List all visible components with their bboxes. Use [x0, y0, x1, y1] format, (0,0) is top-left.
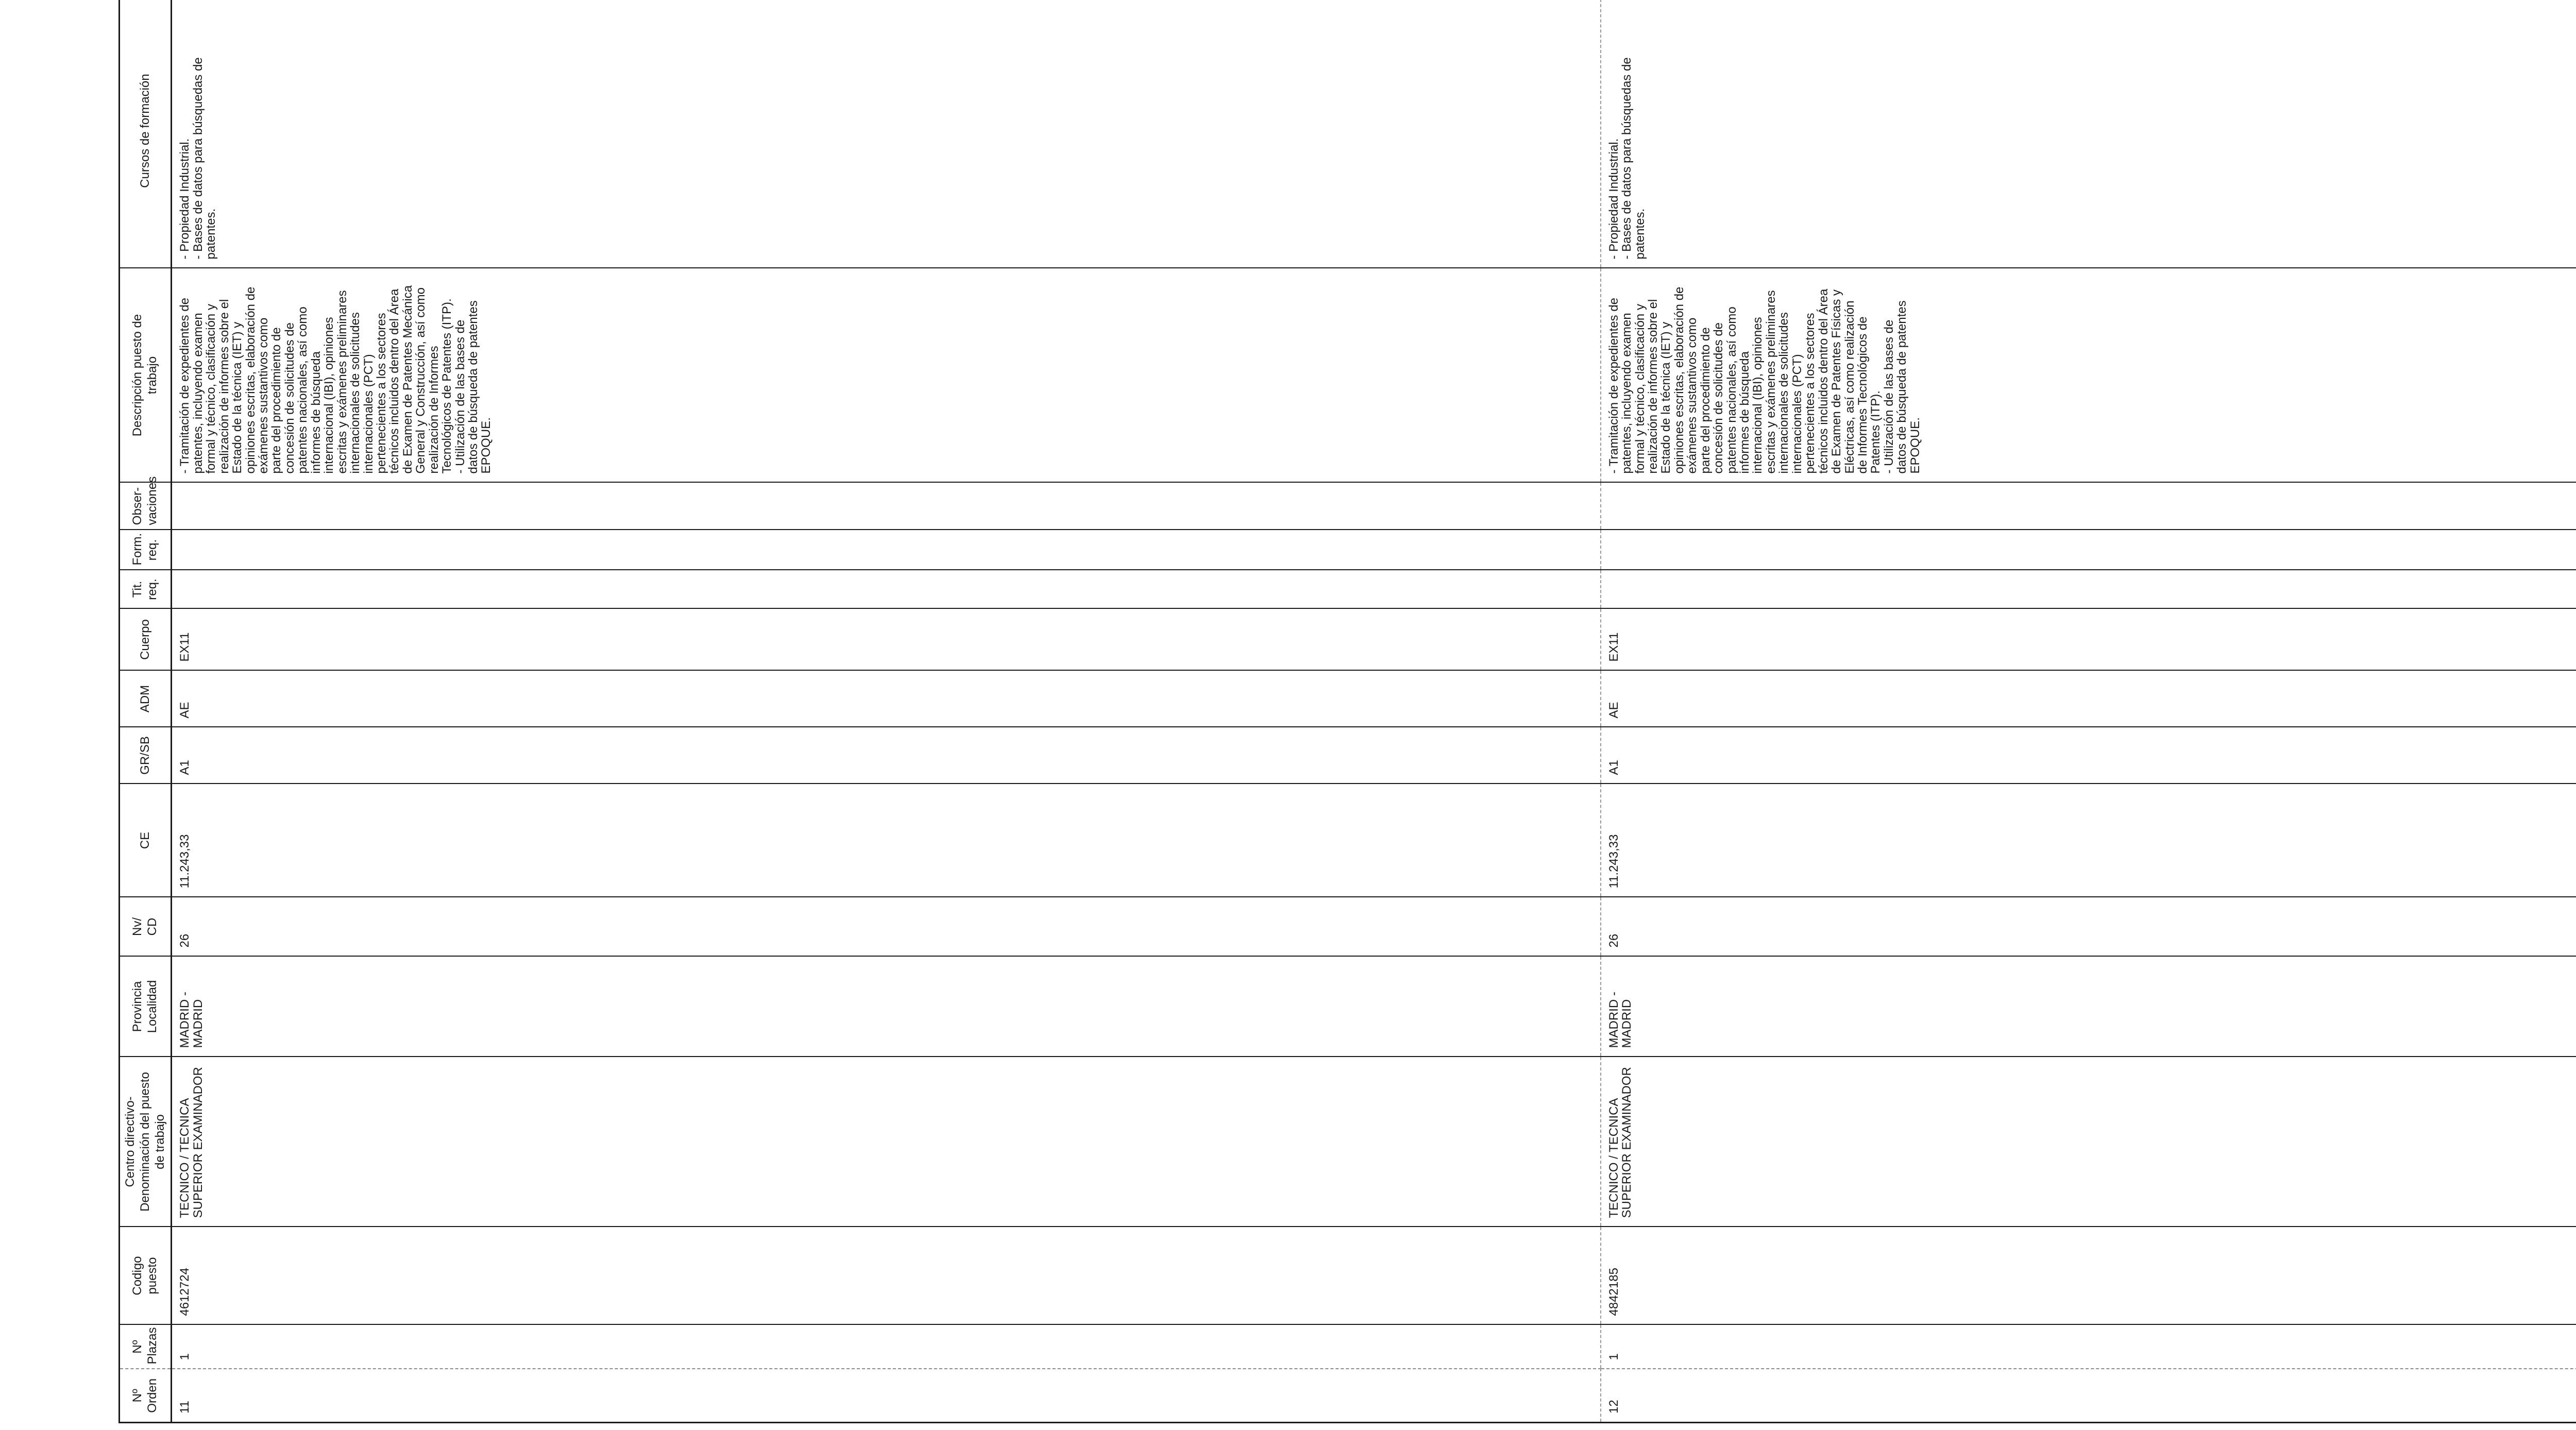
cell-obs	[172, 483, 1601, 530]
cell-grsb: A1	[172, 727, 1601, 784]
header-orden: Nº Orden	[120, 1369, 172, 1423]
header-centro: Centro directivo- Denominación del puesto de trabajo	[120, 1057, 172, 1227]
header-descripcion: Descripción puesto de trabajo	[120, 268, 172, 483]
cell-descripcion: - Tramitación de expedientes de patentes, incluyendo examen formal y técnico, clasificación y realización de informes sobre el Estado de la técnica (IET) y opiniones escritas, elaboración de exámenes sustantivos como parte del procedimiento de concesión de solicitudes de patentes nacionales, así como informes de búsqueda internacional (IBI), opiniones escritas y exámenes preliminares internacionales de solicitudes internacionales (PCT) pertenecientes a los sectores técnicos incluidos dentro del Área de Examen de Patentes Mecánica General y Construcción, así como realización de Informes Tecnológicos de Patentes (ITP). - Utilización de las bases de datos de búsqueda de patentes EPOQUE.	[172, 268, 1601, 483]
header-ce: CE	[120, 784, 172, 897]
cell-cuerpo: EX11	[172, 609, 1601, 671]
cell-nivel: 26	[172, 897, 1601, 957]
header-plazas: Nº Plazas	[120, 1325, 172, 1369]
cell-obs	[1601, 483, 2576, 530]
cell-orden: 11	[172, 1369, 1601, 1423]
header-grsb: GR/SB	[120, 727, 172, 784]
header-tit: Tit. req.	[120, 570, 172, 609]
cell-plazas: 1	[1601, 1325, 2576, 1369]
cell-form	[172, 530, 1601, 570]
positions-table	[118, 0, 2576, 1423]
cell-tit	[1601, 570, 2576, 609]
header-form: Form. req.	[120, 530, 172, 570]
cell-ce: 11.243,33	[1601, 784, 2576, 897]
cell-codigo: 4612724	[172, 1227, 1601, 1325]
header-cuerpo: Cuerpo	[120, 609, 172, 671]
cell-grsb: A1	[1601, 727, 2576, 784]
cell-plazas: 1	[172, 1325, 1601, 1369]
cell-provincia: MADRID - MADRID	[172, 957, 1601, 1057]
cell-centro: TECNICO / TECNICA SUPERIOR EXAMINADOR	[1601, 1057, 2576, 1227]
header-row	[120, 0, 172, 1423]
cell-cursos: - Propiedad Industrial. - Bases de datos para búsquedas de patentes.	[1601, 0, 2576, 268]
cell-form	[1601, 530, 2576, 570]
header-adm: ADM	[120, 671, 172, 727]
cell-orden: 12	[1601, 1369, 2576, 1423]
cell-tit	[172, 570, 1601, 609]
header-obs: Obser- vaciones	[120, 483, 172, 530]
table-row	[172, 0, 1601, 1423]
positions-table-page	[118, 3, 1922, 1423]
cell-cursos: - Propiedad Industrial. - Bases de datos para búsquedas de patentes.	[172, 0, 1601, 268]
cell-descripcion: - Tramitación de expedientes de patentes, incluyendo examen formal y técnico, clasificación y realización de informes sobre el Estado de la técnica (IET) y opiniones escritas, elaboración de exámenes sustantivos como parte del procedimiento de concesión de solicitudes de patentes nacionales, así como informes de búsqueda internacional (IBI), opiniones escritas y exámenes preliminares internacionales de solicitudes internacionales (PCT) pertenecientes a los sectores técnicos incluidos dentro del Área de Examen de Patentes Físicas y Eléctricas, así como realización de Informes Tecnológicos de Patentes (ITP). - Utilización de las bases de datos de búsqueda de patentes EPOQUE.	[1601, 268, 2576, 483]
cell-provincia: MADRID - MADRID	[1601, 957, 2576, 1057]
header-cursos: Cursos de formación	[120, 0, 172, 268]
header-nivel: Nv/ CD	[120, 897, 172, 957]
header-codigo: Codigo puesto	[120, 1227, 172, 1325]
cell-cuerpo: EX11	[1601, 609, 2576, 671]
cell-nivel: 26	[1601, 897, 2576, 957]
cell-codigo: 4842185	[1601, 1227, 2576, 1325]
header-provincia: Provincia Localidad	[120, 957, 172, 1057]
table-row	[1601, 0, 2576, 1423]
cell-adm: AE	[1601, 671, 2576, 727]
cell-centro: TECNICO / TECNICA SUPERIOR EXAMINADOR	[172, 1057, 1601, 1227]
cell-ce: 11.243,33	[172, 784, 1601, 897]
cell-adm: AE	[172, 671, 1601, 727]
